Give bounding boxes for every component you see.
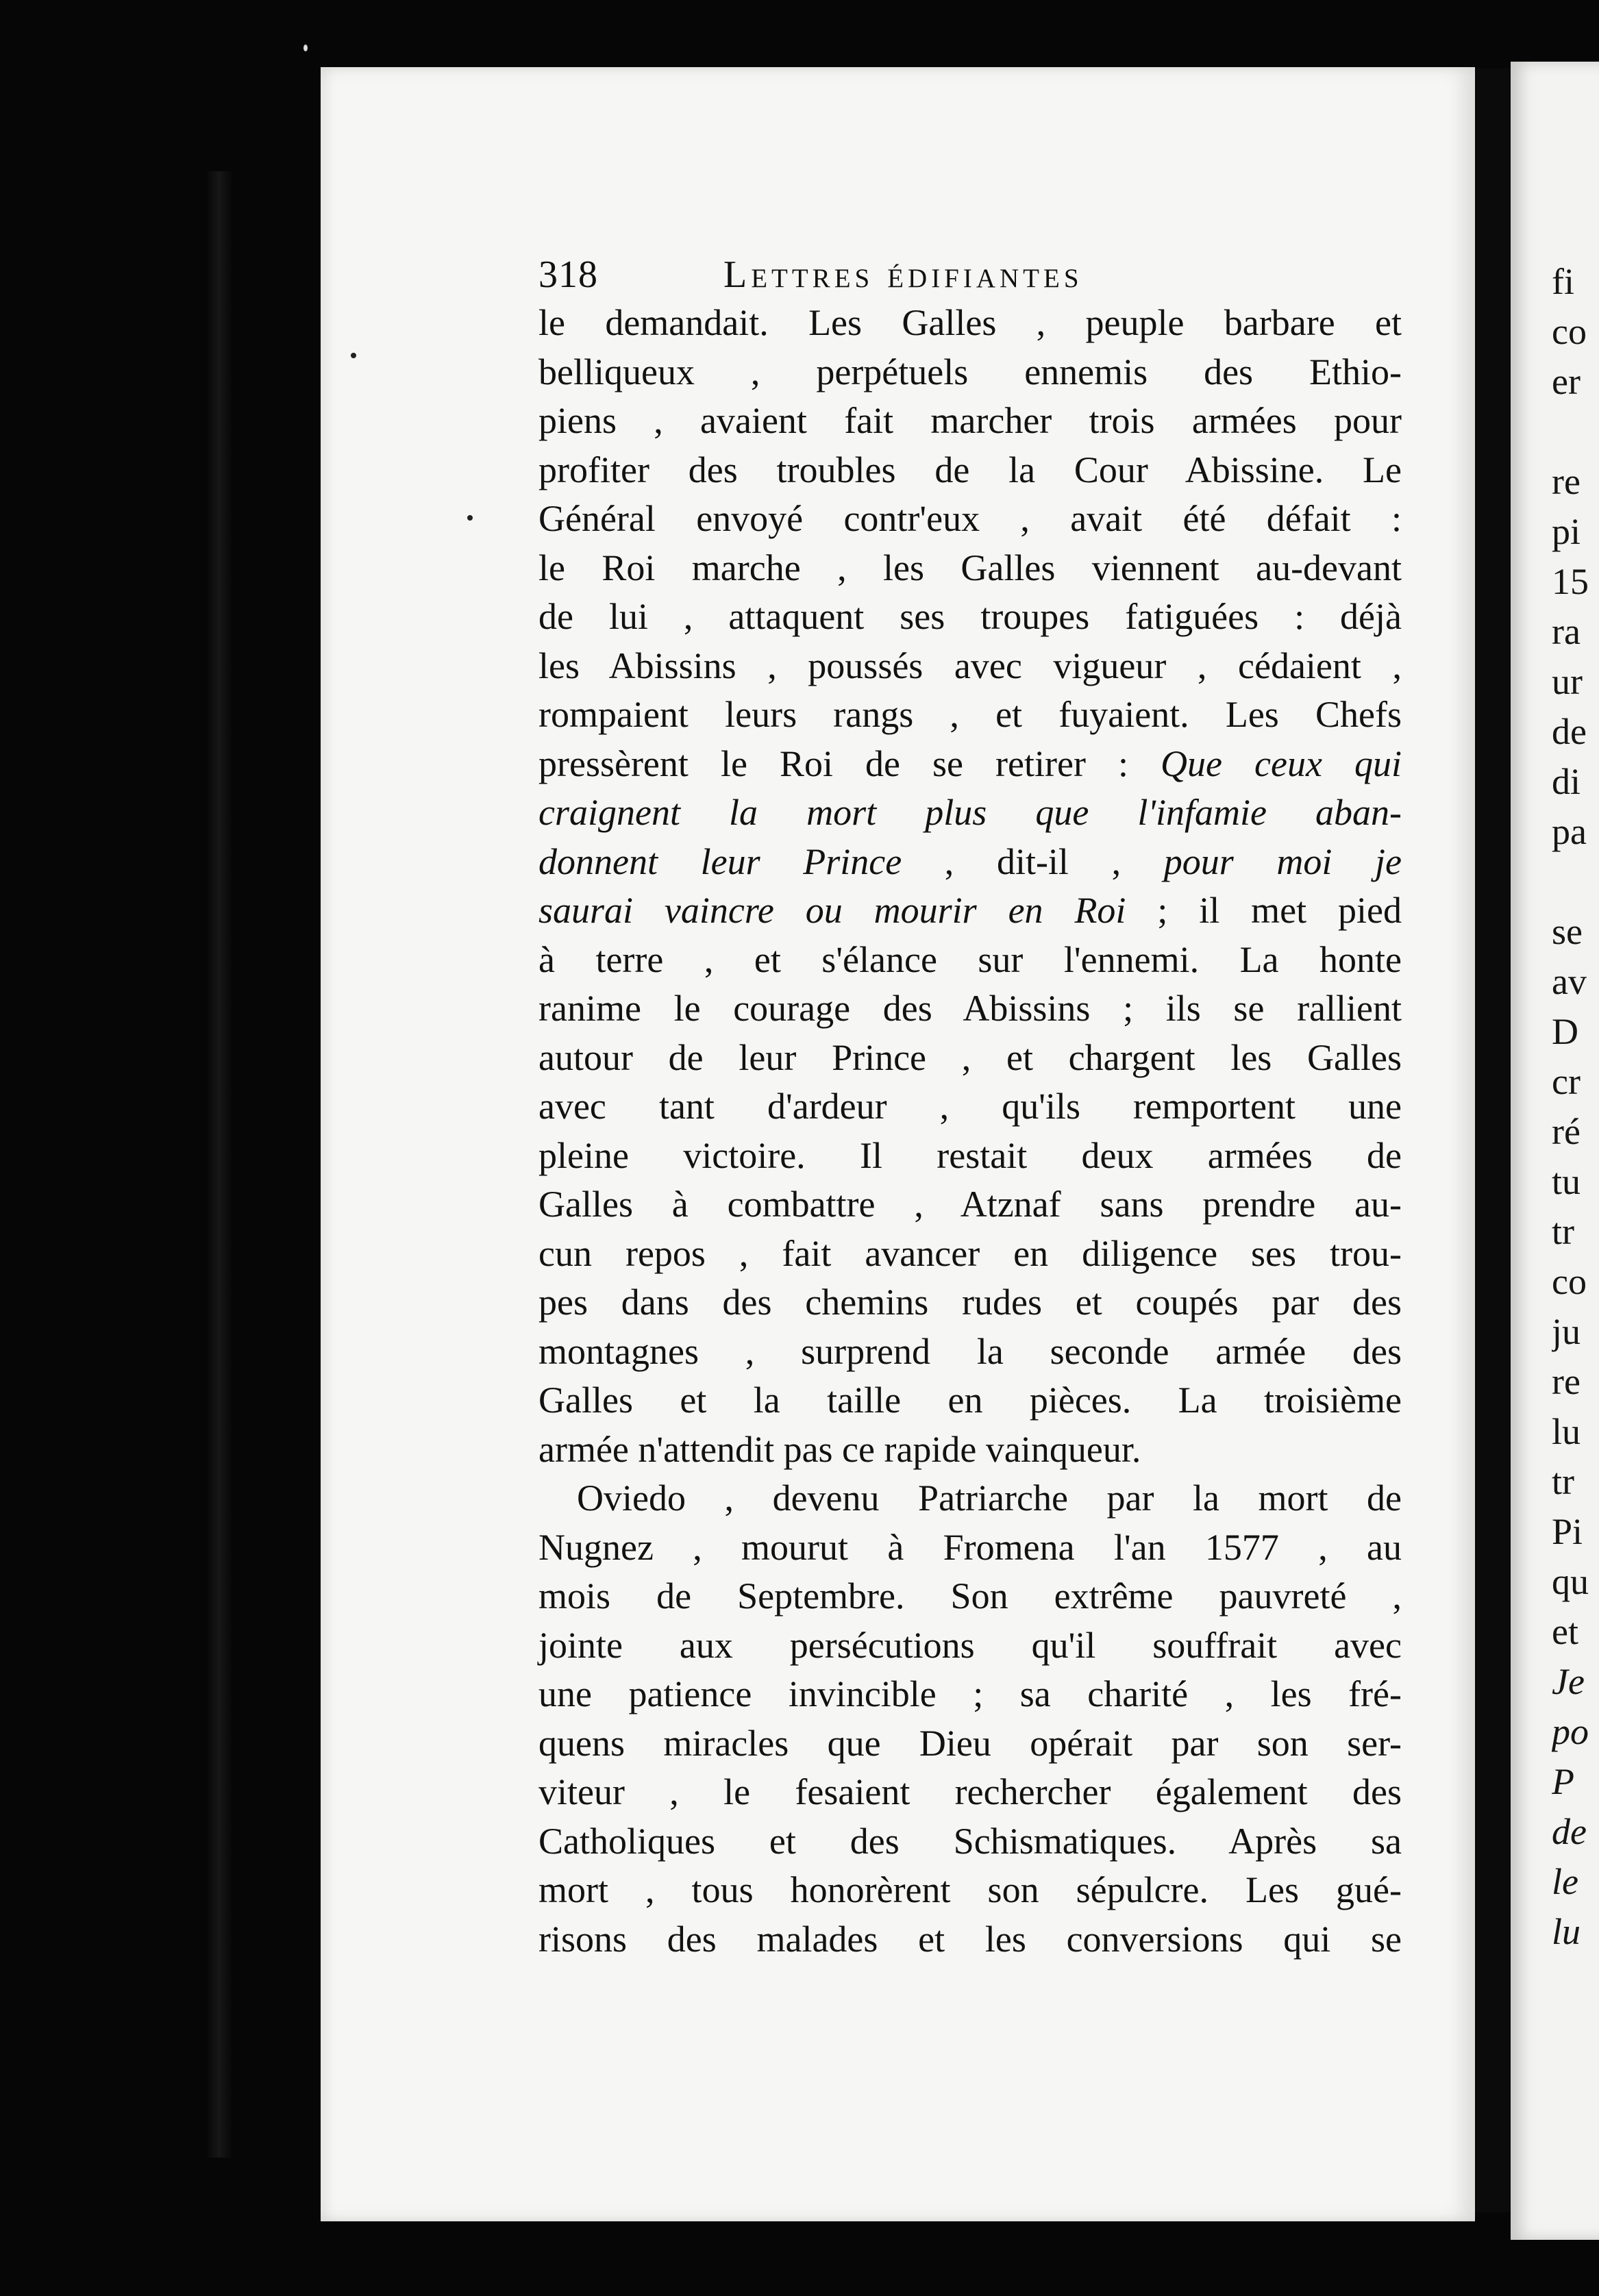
facing-page-fragment: lu <box>1552 1911 1581 1952</box>
facing-page-fragment: co <box>1552 311 1587 352</box>
text-line <box>538 446 1402 495</box>
text-line <box>538 838 1402 887</box>
book-page <box>321 67 1475 2221</box>
binding-shadow <box>206 171 233 2158</box>
facing-page-fragment: Je <box>1552 1661 1585 1702</box>
facing-page-fragment: po <box>1552 1711 1589 1752</box>
facing-page-fragment: D <box>1552 1011 1578 1052</box>
text-line <box>538 1278 1402 1327</box>
text-line <box>538 1034 1402 1083</box>
text-segment: jointe aux persécutions qu'il souffrait avec <box>538 1624 1402 1666</box>
scan-speck <box>351 353 356 358</box>
italic-text-segment: pour moi je <box>1163 840 1402 882</box>
text-segment: Oviedo , devenu Patriarche par la mort de <box>577 1477 1402 1519</box>
text-segment: le Roi marche , les Galles viennent au-devant <box>538 547 1402 588</box>
text-line <box>538 397 1402 446</box>
text-line <box>538 1915 1402 1964</box>
text-line <box>538 936 1402 985</box>
text-line <box>538 1817 1402 1867</box>
text-line <box>538 1180 1402 1230</box>
text-line <box>538 1082 1402 1132</box>
facing-page-fragment: Pi <box>1552 1511 1583 1552</box>
text-line <box>538 1670 1402 1719</box>
text-line <box>538 1572 1402 1621</box>
text-segment: Galles et la taille en pièces. La troisième <box>538 1380 1402 1421</box>
text-segment: à terre , et s'élance sur l'ennemi. La honte <box>538 938 1402 980</box>
page-body-text <box>538 299 1402 1964</box>
facing-page-fragment: de <box>1552 711 1587 752</box>
text-segment: mort , tous honorèrent son sépulcre. Les gué- <box>538 1869 1402 1910</box>
facing-page-fragment: di <box>1552 761 1581 802</box>
text-line <box>538 1866 1402 1915</box>
text-line <box>538 348 1402 397</box>
text-segment: ; il met pied <box>1126 890 1402 931</box>
text-line <box>538 740 1402 789</box>
facing-page-fragment: de <box>1552 1811 1587 1852</box>
facing-page-fragment: ré <box>1552 1111 1581 1152</box>
facing-page-fragment: P <box>1552 1761 1574 1802</box>
facing-page-fragment: ju <box>1552 1311 1581 1352</box>
text-line <box>538 592 1402 642</box>
running-header <box>538 251 1333 299</box>
scan-speck <box>303 45 308 51</box>
facing-page-fragment: re <box>1552 1361 1581 1402</box>
text-segment: quens miracles que Dieu opérait par son ser- <box>538 1722 1402 1764</box>
text-line <box>538 1132 1402 1181</box>
facing-page-fragment: er <box>1552 361 1581 402</box>
facing-page-fragment: 15 <box>1552 561 1589 602</box>
text-segment: risons des malades et les conversions qui se <box>538 1918 1402 1960</box>
text-line <box>538 1523 1402 1573</box>
facing-page-fragment: re <box>1552 461 1581 502</box>
facing-page-fragment: ra <box>1552 611 1581 652</box>
text-segment: les Abissins , poussés avec vigueur , cédaient , <box>538 645 1402 686</box>
text-line <box>538 1230 1402 1279</box>
text-segment: ranime le courage des Abissins ; ils se rallient <box>538 988 1402 1029</box>
facing-page-fragment: tr <box>1552 1211 1574 1252</box>
facing-page-fragment: tu <box>1552 1161 1581 1202</box>
facing-page-text-fragments <box>1552 260 1599 1974</box>
text-segment: Catholiques et des Schismatiques. Après sa <box>538 1820 1402 1862</box>
text-line <box>538 1425 1402 1475</box>
facing-page-fragment: se <box>1552 911 1583 952</box>
text-segment: Général envoyé contr'eux , avait été défait : <box>538 498 1402 539</box>
text-line <box>538 1719 1402 1769</box>
running-title: Lettres édifiantes <box>723 253 1083 296</box>
text-line <box>538 1474 1402 1523</box>
text-line <box>538 788 1402 838</box>
facing-page-fragment: le <box>1552 1861 1578 1902</box>
text-line <box>538 642 1402 691</box>
facing-page-fragment: pa <box>1552 811 1587 852</box>
text-line <box>538 690 1402 740</box>
text-line <box>538 495 1402 544</box>
text-line <box>538 544 1402 593</box>
scan-speck <box>467 515 473 521</box>
text-line <box>538 1621 1402 1671</box>
facing-page-fragment: cr <box>1552 1061 1581 1102</box>
text-segment: mois de Septembre. Son extrême pauvreté , <box>538 1575 1402 1617</box>
text-segment: Galles à combattre , Atznaf sans prendre au- <box>538 1184 1402 1225</box>
facing-page-fragment: et <box>1552 1611 1578 1652</box>
text-segment: le demandait. Les Galles , peuple barbare et <box>538 302 1402 343</box>
italic-text-segment: saurai vaincre ou mourir en Roi <box>538 890 1126 931</box>
facing-page-fragment: ur <box>1552 661 1583 702</box>
page-number: 318 <box>538 253 598 296</box>
facing-page-fragment: tr <box>1552 1461 1574 1502</box>
text-segment: avec tant d'ardeur , qu'ils remportent une <box>538 1086 1402 1127</box>
facing-page-fragment: av <box>1552 961 1587 1002</box>
text-segment: de lui , attaquent ses troupes fatiguées : déjà <box>538 596 1402 637</box>
text-segment: viteur , le fesaient rechercher également des <box>538 1771 1402 1812</box>
text-segment: montagnes , surprend la seconde armée des <box>538 1330 1402 1372</box>
italic-text-segment: donnent leur Prince <box>538 840 902 882</box>
italic-text-segment: craignent la mort plus que l'infamie aban- <box>538 792 1402 833</box>
text-segment: pleine victoire. Il restait deux armées de <box>538 1134 1402 1176</box>
text-segment: profiter des troubles de la Cour Abissine. Le <box>538 449 1402 490</box>
text-segment: cun repos , fait avancer en diligence ses trou- <box>538 1232 1402 1274</box>
text-line <box>538 1768 1402 1817</box>
text-segment: armée n'attendit pas ce rapide vainqueur. <box>538 1428 1141 1470</box>
text-segment: pressèrent le Roi de se retirer : <box>538 743 1161 784</box>
text-segment: autour de leur Prince , et chargent les Galles <box>538 1036 1402 1078</box>
facing-page-fragment: pi <box>1552 511 1581 552</box>
facing-page-fragment: co <box>1552 1261 1587 1302</box>
text-line <box>538 886 1402 936</box>
text-line <box>538 1376 1402 1425</box>
text-segment: piens , avaient fait marcher trois armées pour <box>538 400 1402 441</box>
facing-page-fragment: qu <box>1552 1561 1589 1602</box>
facing-page-fragment: fi <box>1552 261 1574 302</box>
text-line <box>538 299 1402 348</box>
text-segment: Nugnez , mourut à Fromena l'an 1577 , au <box>538 1526 1402 1568</box>
text-line <box>538 1327 1402 1377</box>
text-segment: pes dans des chemins rudes et coupés par des <box>538 1282 1402 1323</box>
facing-page-fragment: lu <box>1552 1411 1581 1452</box>
text-segment: rompaient leurs rangs , et fuyaient. Les Chefs <box>538 694 1402 735</box>
page-gutter <box>1470 68 1511 2212</box>
text-segment: , dit-il , <box>902 840 1164 882</box>
italic-text-segment: Que ceux qui <box>1161 743 1402 784</box>
text-line <box>538 984 1402 1034</box>
text-segment: belliqueux , perpétuels ennemis des Ethio- <box>538 351 1402 392</box>
text-segment: une patience invincible ; sa charité , les fré- <box>538 1673 1402 1714</box>
